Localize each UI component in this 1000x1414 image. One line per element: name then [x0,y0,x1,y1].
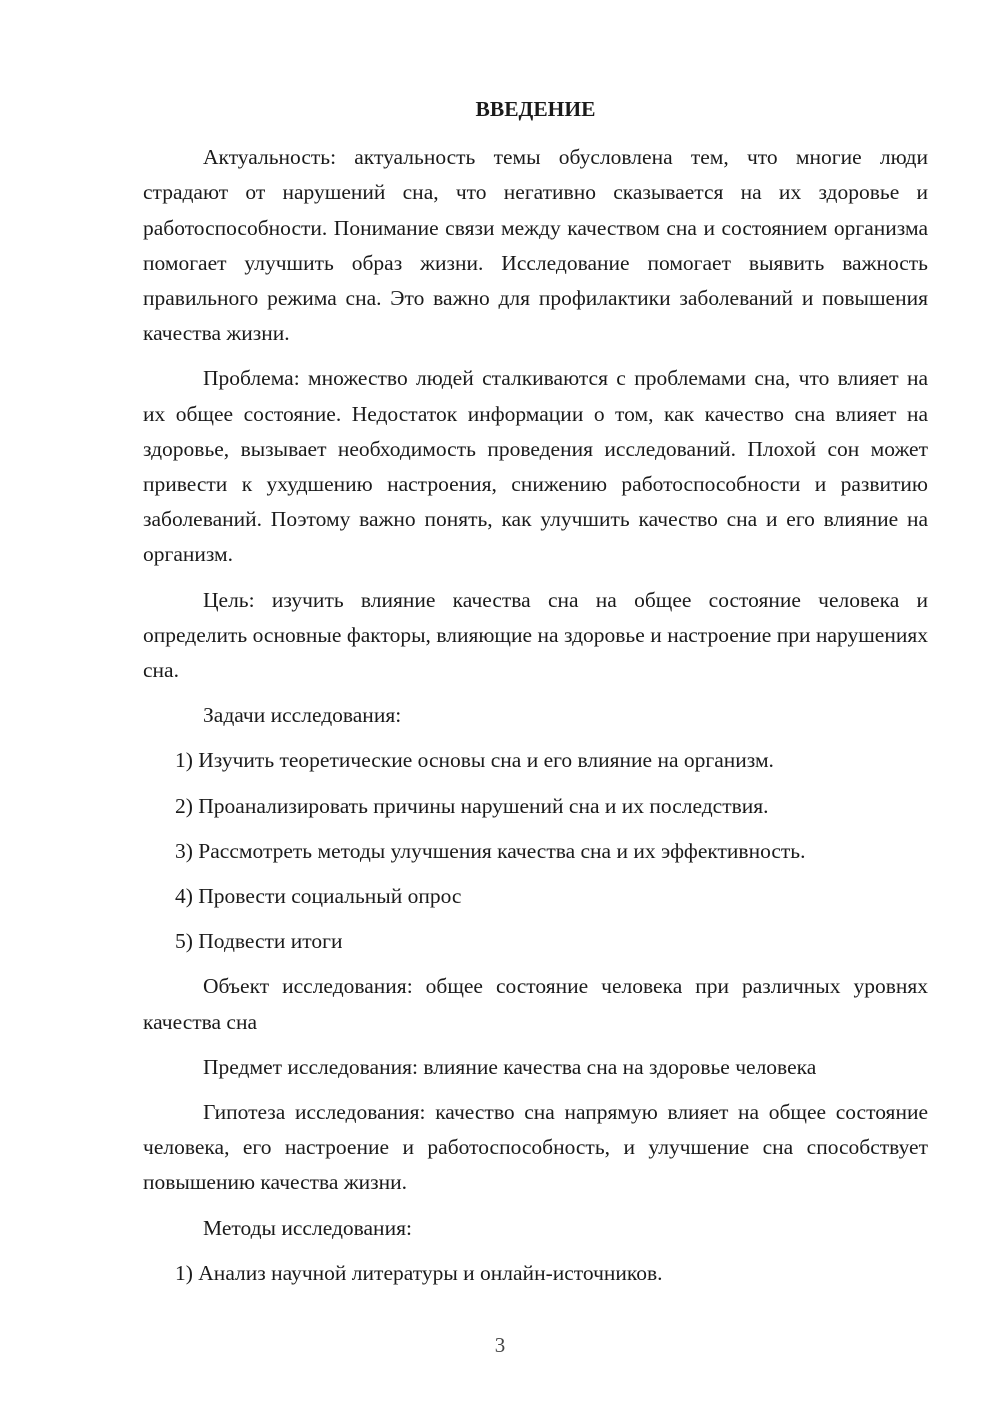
section-title: ВВЕДЕНИЕ [475,97,596,121]
tasks-list [143,743,928,959]
tasks-heading: Задачи исследования: [203,703,402,728]
methods-list [143,1256,928,1291]
methods-heading: Методы исследования: [203,1215,412,1240]
paragraph-hypothesis: Гипотеза исследования: качество сна напрямую влияет на общее состояние человека, его настроение и работоспособность, и улучшение сна способствует повышению качества жизни. [143,1100,928,1195]
paragraph-goal: Цель: изучить влияние качества сна на общее состояние человека и определить основные факторы, влияющие на здоровье и настроение при нарушениях сна. [143,587,928,683]
list-item: 5) Подвести итоги [175,929,343,954]
paragraph-object: Объект исследования: общее состояние человека при различных уровнях качества сна [143,974,928,1034]
list-item: 3) Рассмотреть методы улучшения качества сна и их эффективность. [175,838,806,863]
paragraph-subject: Предмет исследования: влияние качества сна на здоровье человека [203,1054,817,1079]
paragraph-relevance: Актуальность: актуальность темы обусловлена тем, что многие люди страдают от нарушений сна, что негативно сказывается на их здоровье и работоспособности. Понимание связи между качеством сна и состоянием организма помогает улучшить образ жизни. Исследование помогает выявить важность правильного режима сна. Это важно для профилактики заболеваний и повышения качества жизни. [143,145,928,346]
list-item: 2) Проанализировать причины нарушений сна и их последствия. [175,793,769,818]
list-item: 1) Изучить теоретические основы сна и его влияние на организм. [175,748,774,773]
list-item: 1) Анализ научной литературы и онлайн-источников. [175,1260,663,1285]
page-number: 3 [494,1333,506,1357]
document-page [143,92,928,1301]
paragraph-problem: Проблема: множество людей сталкиваются с проблемами сна, что влияет на их общее состояние. Недостаток информации о том, как качество сна влияет на здоровье, вызывает необходимость проведения исследований. Плохой сон может привести к ухудшению настроения, снижению работоспособности и развитию заболеваний. Поэтому важно понять, как улучшить качество сна и его влияние на организм. [143,366,928,567]
list-item: 4) Провести социальный опрос [175,884,462,909]
